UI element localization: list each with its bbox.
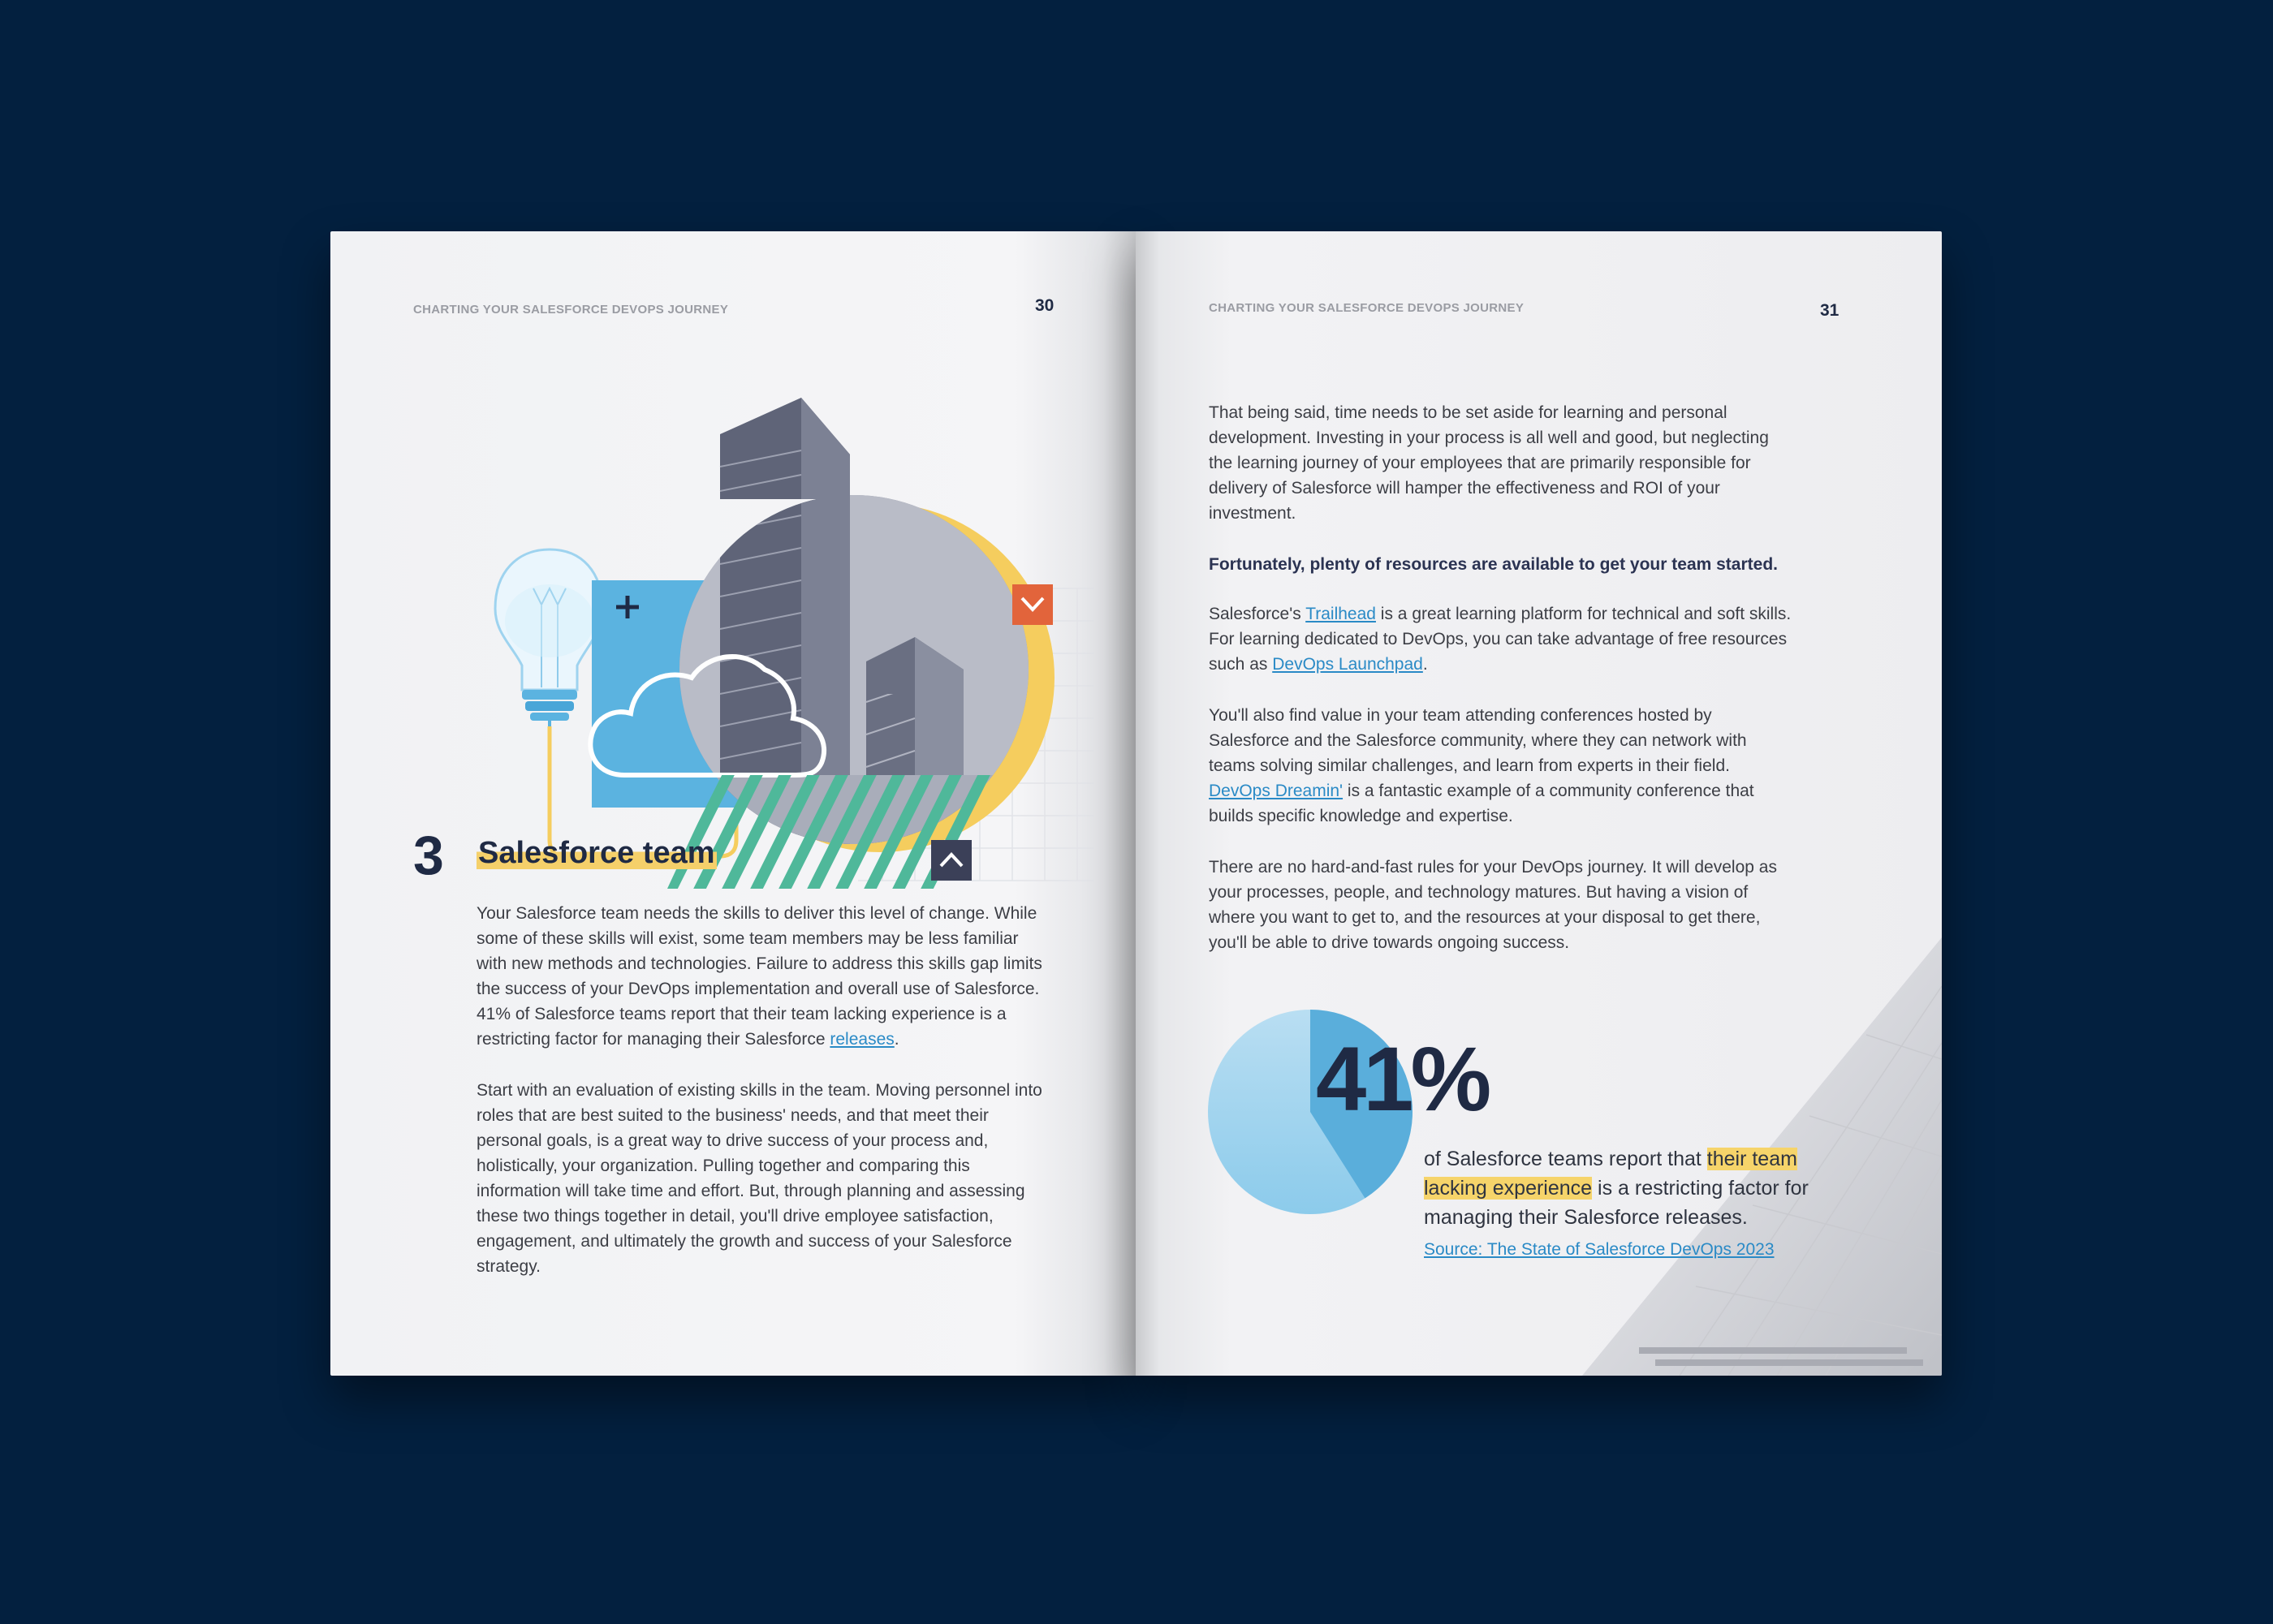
running-head: CHARTING YOUR SALESFORCE DEVOPS JOURNEY (1209, 301, 1525, 315)
right-body (1209, 400, 1793, 955)
text-run: of Salesforce teams report that (1424, 1148, 1707, 1170)
left-page (330, 231, 1136, 1376)
source-link[interactable]: Source: The State of Salesforce DevOps 2023 (1424, 1240, 1775, 1259)
chevron-down-icon (1012, 584, 1053, 625)
paragraph (1209, 703, 1793, 829)
text-run: is a great learning platform for technical and soft skills. For learning dedicated to DevOps, you can take advantage of free resources such as (1209, 605, 1792, 674)
devops-launchpad-link[interactable]: DevOps Launchpad (1272, 655, 1423, 674)
page-number: 30 (1035, 296, 1055, 315)
text-run: You'll also find value in your team attending conferences hosted by Salesforce and the Salesforce community, where they can network with teams solving similar challenges, and learn from experts in their field. (1209, 706, 1747, 775)
section-number: 3 (413, 825, 444, 886)
paragraph (477, 901, 1049, 1052)
paragraph-bold: Fortunately, plenty of resources are available to get your team started. (1209, 555, 1778, 574)
devops-dreamin-link[interactable]: DevOps Dreamin' (1209, 782, 1344, 800)
text-run: is a fantastic example of a community conference that builds specific knowledge and expertise. (1209, 782, 1754, 825)
paragraph (1209, 601, 1793, 677)
page-number: 31 (1820, 301, 1840, 320)
right-page (1136, 231, 1942, 1376)
lightbulb-icon (472, 549, 602, 751)
stat-description (1424, 1144, 1830, 1232)
text-run: is a restricting factor for managing their Salesforce releases. (1424, 1177, 1809, 1229)
releases-link[interactable]: releases (830, 1030, 895, 1049)
paragraph: Start with an evaluation of existing skills in the team. Moving personnel into roles that are best suited to the business' needs, and that meet their personal goals, is a great way to drive success of your process and, holistically, your organization. Pulling together and comparing this information will take time and effort. But, through planning and assessing these two things together in detail, you'll drive employee satisfaction, engagement, and ultimately the growth and success of your Salesforce strategy. (477, 1081, 1042, 1276)
left-body (477, 901, 1049, 1279)
paragraph: That being said, time needs to be set aside for learning and personal development. Investing in your process is all well and good, but neglecting the learning journey of your employees that are primarily responsible for delivery of Salesforce will hamper the effectiveness and ROI of your investment. (1209, 403, 1769, 523)
paragraph: There are no hard-and-fast rules for your DevOps journey. It will develop as your processes, people, and technology matures. But having a vision of where you want to get to, and the resources at your disposal to get there, you'll be able to drive towards ongoing success. (1209, 858, 1777, 952)
section-title: Salesforce team (478, 836, 715, 870)
text-run: Your Salesforce team needs the skills to deliver this level of change. While some of these skills will exist, some team members may be less familiar with new methods and technologies. Failure to address this skills gap limits the success of your DevOps implementation and overall use of Salesforce. 41% of Salesforce teams report that their team lacking experience is a restricting factor for managing their Salesforce (477, 904, 1042, 1049)
stat-value: 41% (1316, 1028, 1489, 1130)
running-head: CHARTING YOUR SALESFORCE DEVOPS JOURNEY (413, 303, 729, 317)
text-run: Salesforce's (1209, 605, 1306, 623)
text-run: . (1422, 655, 1428, 674)
trailhead-link[interactable]: Trailhead (1305, 605, 1376, 623)
book-spread (330, 231, 1942, 1384)
highlighted-text: their team lacking experience (1424, 1148, 1797, 1200)
text-run: . (894, 1030, 899, 1049)
chevron-up-icon (931, 840, 972, 881)
